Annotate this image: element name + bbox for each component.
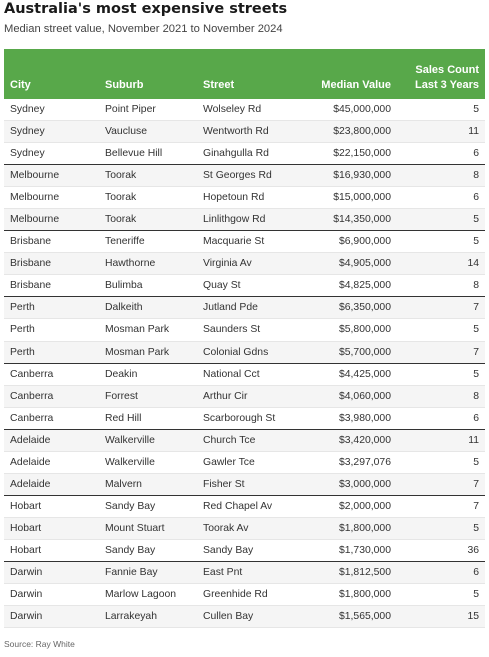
cell-street: Toorak Av bbox=[197, 517, 297, 539]
cell-city: Brisbane bbox=[4, 231, 99, 253]
table-row bbox=[4, 165, 485, 187]
cell-sales-count: 15 bbox=[397, 606, 485, 628]
cell-city: Adelaide bbox=[4, 429, 99, 451]
cell-suburb: Hawthorne bbox=[99, 253, 197, 275]
cell-street: Ginahgulla Rd bbox=[197, 143, 297, 165]
cell-street: Church Tce bbox=[197, 429, 297, 451]
cell-suburb: Forrest bbox=[99, 385, 197, 407]
cell-suburb: Toorak bbox=[99, 209, 197, 231]
cell-street: Arthur Cir bbox=[197, 385, 297, 407]
cell-suburb: Bulimba bbox=[99, 275, 197, 297]
table-row bbox=[4, 385, 485, 407]
cell-suburb: Mosman Park bbox=[99, 341, 197, 363]
cell-sales-count: 8 bbox=[397, 165, 485, 187]
cell-suburb: Walkerville bbox=[99, 451, 197, 473]
cell-city: Canberra bbox=[4, 363, 99, 385]
cell-suburb: Vaucluse bbox=[99, 121, 197, 143]
cell-city: Brisbane bbox=[4, 253, 99, 275]
cell-street: Cullen Bay bbox=[197, 606, 297, 628]
cell-suburb: Bellevue Hill bbox=[99, 143, 197, 165]
cell-median-value: $1,565,000 bbox=[297, 606, 397, 628]
cell-city: Perth bbox=[4, 319, 99, 341]
cell-city: Perth bbox=[4, 297, 99, 319]
table-subtitle: Median street value, November 2021 to November 2024 bbox=[4, 23, 283, 35]
table-title: Australia's most expensive streets bbox=[4, 1, 288, 17]
cell-street: Red Chapel Av bbox=[197, 495, 297, 517]
table-row bbox=[4, 297, 485, 319]
table-row bbox=[4, 363, 485, 385]
table-row bbox=[4, 121, 485, 143]
cell-city: Darwin bbox=[4, 584, 99, 606]
table-row bbox=[4, 517, 485, 539]
cell-median-value: $3,980,000 bbox=[297, 407, 397, 429]
cell-suburb: Dalkeith bbox=[99, 297, 197, 319]
cell-sales-count: 6 bbox=[397, 407, 485, 429]
cell-street: Scarborough St bbox=[197, 407, 297, 429]
table-row bbox=[4, 187, 485, 209]
cell-street: Virginia Av bbox=[197, 253, 297, 275]
cell-suburb: Teneriffe bbox=[99, 231, 197, 253]
table-row bbox=[4, 275, 485, 297]
cell-sales-count: 11 bbox=[397, 429, 485, 451]
cell-median-value: $4,425,000 bbox=[297, 363, 397, 385]
cell-median-value: $3,000,000 bbox=[297, 473, 397, 495]
cell-median-value: $6,900,000 bbox=[297, 231, 397, 253]
table-row bbox=[4, 209, 485, 231]
table-row bbox=[4, 584, 485, 606]
table-row bbox=[4, 231, 485, 253]
table-row bbox=[4, 539, 485, 561]
table-row bbox=[4, 429, 485, 451]
cell-sales-count: 5 bbox=[397, 517, 485, 539]
cell-suburb: Toorak bbox=[99, 165, 197, 187]
cell-street: Gawler Tce bbox=[197, 451, 297, 473]
cell-median-value: $5,700,000 bbox=[297, 341, 397, 363]
cell-suburb: Larrakeyah bbox=[99, 606, 197, 628]
cell-street: Linlithgow Rd bbox=[197, 209, 297, 231]
cell-street: Hopetoun Rd bbox=[197, 187, 297, 209]
source-note: Source: Ray White bbox=[4, 639, 75, 650]
cell-median-value: $16,930,000 bbox=[297, 165, 397, 187]
cell-median-value: $5,800,000 bbox=[297, 319, 397, 341]
cell-median-value: $3,297,076 bbox=[297, 451, 397, 473]
cell-median-value: $4,825,000 bbox=[297, 275, 397, 297]
cell-sales-count: 5 bbox=[397, 319, 485, 341]
cell-median-value: $15,000,000 bbox=[297, 187, 397, 209]
cell-city: Sydney bbox=[4, 99, 99, 121]
cell-sales-count: 5 bbox=[397, 363, 485, 385]
cell-city: Sydney bbox=[4, 121, 99, 143]
cell-street: Wolseley Rd bbox=[197, 99, 297, 121]
cell-suburb: Sandy Bay bbox=[99, 539, 197, 561]
cell-sales-count: 11 bbox=[397, 121, 485, 143]
cell-city: Perth bbox=[4, 341, 99, 363]
table-row bbox=[4, 473, 485, 495]
cell-street: Wentworth Rd bbox=[197, 121, 297, 143]
cell-city: Canberra bbox=[4, 407, 99, 429]
cell-sales-count: 5 bbox=[397, 231, 485, 253]
cell-street: Sandy Bay bbox=[197, 539, 297, 561]
col-header-suburb: Suburb bbox=[99, 49, 197, 99]
cell-suburb: Mount Stuart bbox=[99, 517, 197, 539]
col-header-sales-count bbox=[397, 49, 485, 99]
cell-city: Hobart bbox=[4, 539, 99, 561]
cell-sales-count: 8 bbox=[397, 385, 485, 407]
table-row bbox=[4, 319, 485, 341]
cell-city: Adelaide bbox=[4, 473, 99, 495]
cell-sales-count: 36 bbox=[397, 539, 485, 561]
cell-median-value: $1,812,500 bbox=[297, 561, 397, 583]
cell-median-value: $45,000,000 bbox=[297, 99, 397, 121]
cell-city: Melbourne bbox=[4, 165, 99, 187]
cell-street: Jutland Pde bbox=[197, 297, 297, 319]
cell-sales-count: 6 bbox=[397, 143, 485, 165]
cell-suburb: Toorak bbox=[99, 187, 197, 209]
cell-suburb: Mosman Park bbox=[99, 319, 197, 341]
cell-suburb: Sandy Bay bbox=[99, 495, 197, 517]
cell-sales-count: 7 bbox=[397, 297, 485, 319]
cell-sales-count: 14 bbox=[397, 253, 485, 275]
cell-city: Darwin bbox=[4, 561, 99, 583]
cell-median-value: $2,000,000 bbox=[297, 495, 397, 517]
cell-street: Colonial Gdns bbox=[197, 341, 297, 363]
cell-street: East Pnt bbox=[197, 561, 297, 583]
col-header-city: City bbox=[4, 49, 99, 99]
cell-suburb: Walkerville bbox=[99, 429, 197, 451]
cell-median-value: $14,350,000 bbox=[297, 209, 397, 231]
cell-sales-count: 5 bbox=[397, 99, 485, 121]
header-row bbox=[4, 49, 485, 99]
cell-city: Adelaide bbox=[4, 451, 99, 473]
cell-city: Melbourne bbox=[4, 209, 99, 231]
cell-street: Saunders St bbox=[197, 319, 297, 341]
cell-suburb: Red Hill bbox=[99, 407, 197, 429]
cell-city: Hobart bbox=[4, 517, 99, 539]
cell-sales-count: 5 bbox=[397, 451, 485, 473]
cell-street: National Cct bbox=[197, 363, 297, 385]
table-row bbox=[4, 606, 485, 628]
cell-median-value: $4,060,000 bbox=[297, 385, 397, 407]
table-header bbox=[4, 49, 485, 99]
table-row bbox=[4, 99, 485, 121]
cell-street: Macquarie St bbox=[197, 231, 297, 253]
streets-table bbox=[4, 49, 485, 628]
cell-street: Greenhide Rd bbox=[197, 584, 297, 606]
cell-suburb: Deakin bbox=[99, 363, 197, 385]
col-header-street: Street bbox=[197, 49, 297, 99]
sales-header-line2: Last 3 Years bbox=[414, 79, 479, 91]
cell-sales-count: 8 bbox=[397, 275, 485, 297]
cell-median-value: $6,350,000 bbox=[297, 297, 397, 319]
table-row bbox=[4, 341, 485, 363]
table-row bbox=[4, 561, 485, 583]
cell-median-value: $1,730,000 bbox=[297, 539, 397, 561]
cell-sales-count: 7 bbox=[397, 341, 485, 363]
cell-suburb: Fannie Bay bbox=[99, 561, 197, 583]
cell-sales-count: 7 bbox=[397, 473, 485, 495]
cell-median-value: $1,800,000 bbox=[297, 584, 397, 606]
table-row bbox=[4, 143, 485, 165]
cell-suburb: Malvern bbox=[99, 473, 197, 495]
cell-street: St Georges Rd bbox=[197, 165, 297, 187]
col-header-median-value: Median Value bbox=[297, 49, 397, 99]
table-row bbox=[4, 253, 485, 275]
table-row bbox=[4, 451, 485, 473]
cell-city: Brisbane bbox=[4, 275, 99, 297]
table-row bbox=[4, 407, 485, 429]
cell-suburb: Point Piper bbox=[99, 99, 197, 121]
cell-median-value: $23,800,000 bbox=[297, 121, 397, 143]
cell-city: Melbourne bbox=[4, 187, 99, 209]
cell-sales-count: 7 bbox=[397, 495, 485, 517]
cell-median-value: $3,420,000 bbox=[297, 429, 397, 451]
cell-street: Fisher St bbox=[197, 473, 297, 495]
cell-median-value: $4,905,000 bbox=[297, 253, 397, 275]
sales-header-line1: Sales Count bbox=[415, 64, 479, 76]
cell-city: Sydney bbox=[4, 143, 99, 165]
cell-sales-count: 6 bbox=[397, 187, 485, 209]
table-body bbox=[4, 99, 485, 628]
cell-median-value: $22,150,000 bbox=[297, 143, 397, 165]
cell-sales-count: 5 bbox=[397, 209, 485, 231]
cell-median-value: $1,800,000 bbox=[297, 517, 397, 539]
cell-city: Darwin bbox=[4, 606, 99, 628]
cell-suburb: Marlow Lagoon bbox=[99, 584, 197, 606]
cell-city: Hobart bbox=[4, 495, 99, 517]
cell-sales-count: 6 bbox=[397, 561, 485, 583]
cell-street: Quay St bbox=[197, 275, 297, 297]
cell-sales-count: 5 bbox=[397, 584, 485, 606]
cell-city: Canberra bbox=[4, 385, 99, 407]
table-row bbox=[4, 495, 485, 517]
